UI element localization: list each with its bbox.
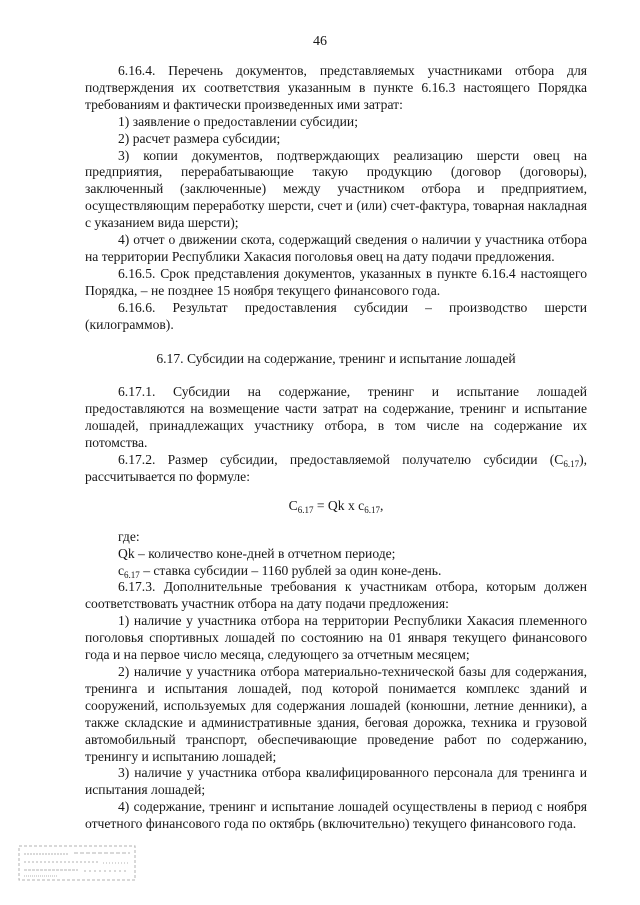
paragraph-6-17-3: 6.17.3. Дополнительные требования к участникам отбора, которым должен соответствовать участник отбора на дату подачи предложения: xyxy=(85,579,587,612)
paragraph-6-17-2 xyxy=(85,452,587,486)
list-item-calculation: 2) расчет размера субсидии; xyxy=(118,130,281,146)
subscript: 6.17 xyxy=(563,459,580,470)
formula-rhs-subscript: 6.17 xyxy=(364,504,380,515)
formula-mid: = Qk х с xyxy=(313,497,365,513)
paragraph-6-17-2-text: 6.17.2. Размер субсидии, предоставляемой получателю субсидии (С xyxy=(118,452,564,468)
paragraph-6-17-2-end: ), рассчитывается по формуле: xyxy=(85,452,587,484)
where-label: где: xyxy=(118,528,140,544)
list-item-application: 1) заявление о предоставлении субсидии; xyxy=(118,113,358,129)
paragraph-6-17-1: 6.17.1. Субсидии на содержание, тренинг и испытание лошадей предоставляются на возмещение части затрат на содержание, тренинг и испытание лошадей, принадлежащих участнику отбора, в том числе на содержание их потомства. xyxy=(85,384,587,451)
paragraph-6-16-6: 6.16.6. Результат предоставления субсидии – производство шерсти (килограммов). xyxy=(85,299,587,332)
list-item-breeding-stock: 1) наличие у участника отбора на территории Республики Хакасия племенного поголовья спортивных лошадей по состоянию на 01 января текущего финансового года и на первое число месяца, следующего за отчетным месяцем; xyxy=(85,613,587,663)
paragraph-6-16-5: 6.16.5. Срок представления документов, указанных в пункте 6.16.4 настоящего Порядка, – не позднее 15 ноября текущего финансового года. xyxy=(85,265,587,298)
formula-end: , xyxy=(379,497,384,513)
formula-lhs: С xyxy=(288,497,298,513)
definition-rate xyxy=(85,563,587,580)
paragraph-6-16-4: 6.16.4. Перечень документов, представляемых участниками отбора для подтверждения их соответствия указанным в пункте 6.16.3 настоящего Порядка требованиям и фактически произведенных ими затрат: xyxy=(85,63,587,112)
document-body xyxy=(85,63,587,833)
formula xyxy=(85,498,587,515)
list-item-document-copies: 3) копии документов, подтверждающих реализацию шерсти овец на предприятия, перерабатывающие такую продукцию (договор (договоры), заключенный (заключенные) между участником отбора и предприятием, осуществляющим переработку шерсти, счет и (или) счет-фактура, товарная накладная с указанием вида шерсти); xyxy=(85,147,587,231)
list-item-material-base: 2) наличие у участника отбора материально-технической базы для содержания, тренинга и испытания лошадей, под которой понимается комплекс зданий и сооружений, используемых для содержания лошадей (конюшни, летние денники), а также складские и административные здания, беговая дорожка, техника и грузовой автомобильный транспорт, обеспечивающие проведение работ по содержанию, тренингу и испытанию лошадей; xyxy=(85,664,587,764)
page-number: 46 xyxy=(313,34,327,49)
list-item-livestock-report: 4) отчет о движении скота, содержащий сведения о наличии у участника отбора на территории Республики Хакасия поголовья овец на дату подачи предложения. xyxy=(85,232,587,264)
formula-lhs-subscript: 6.17 xyxy=(297,504,314,515)
list-item-personnel: 3) наличие у участника отбора квалифицированного персонала для тренинга и испытания лошадей; xyxy=(85,765,587,798)
definition-rate-subscript: 6.17 xyxy=(124,569,140,580)
definition-rate-symbol: с xyxy=(118,562,125,578)
definition-qk: Qk – количество коне-дней в отчетном периоде; xyxy=(118,545,396,561)
faded-stamp xyxy=(18,843,136,883)
section-heading: 6.17. Субсидии на содержание, тренинг и испытание лошадей xyxy=(156,350,516,366)
definition-rate-text: – ставка субсидии – 1160 рублей за один коне-день. xyxy=(139,562,442,578)
list-item-maintenance-period: 4) содержание, тренинг и испытание лошадей осуществлены в период с ноября отчетного финансового года по октябрь (включительно) текущего финансового года. xyxy=(85,799,587,832)
